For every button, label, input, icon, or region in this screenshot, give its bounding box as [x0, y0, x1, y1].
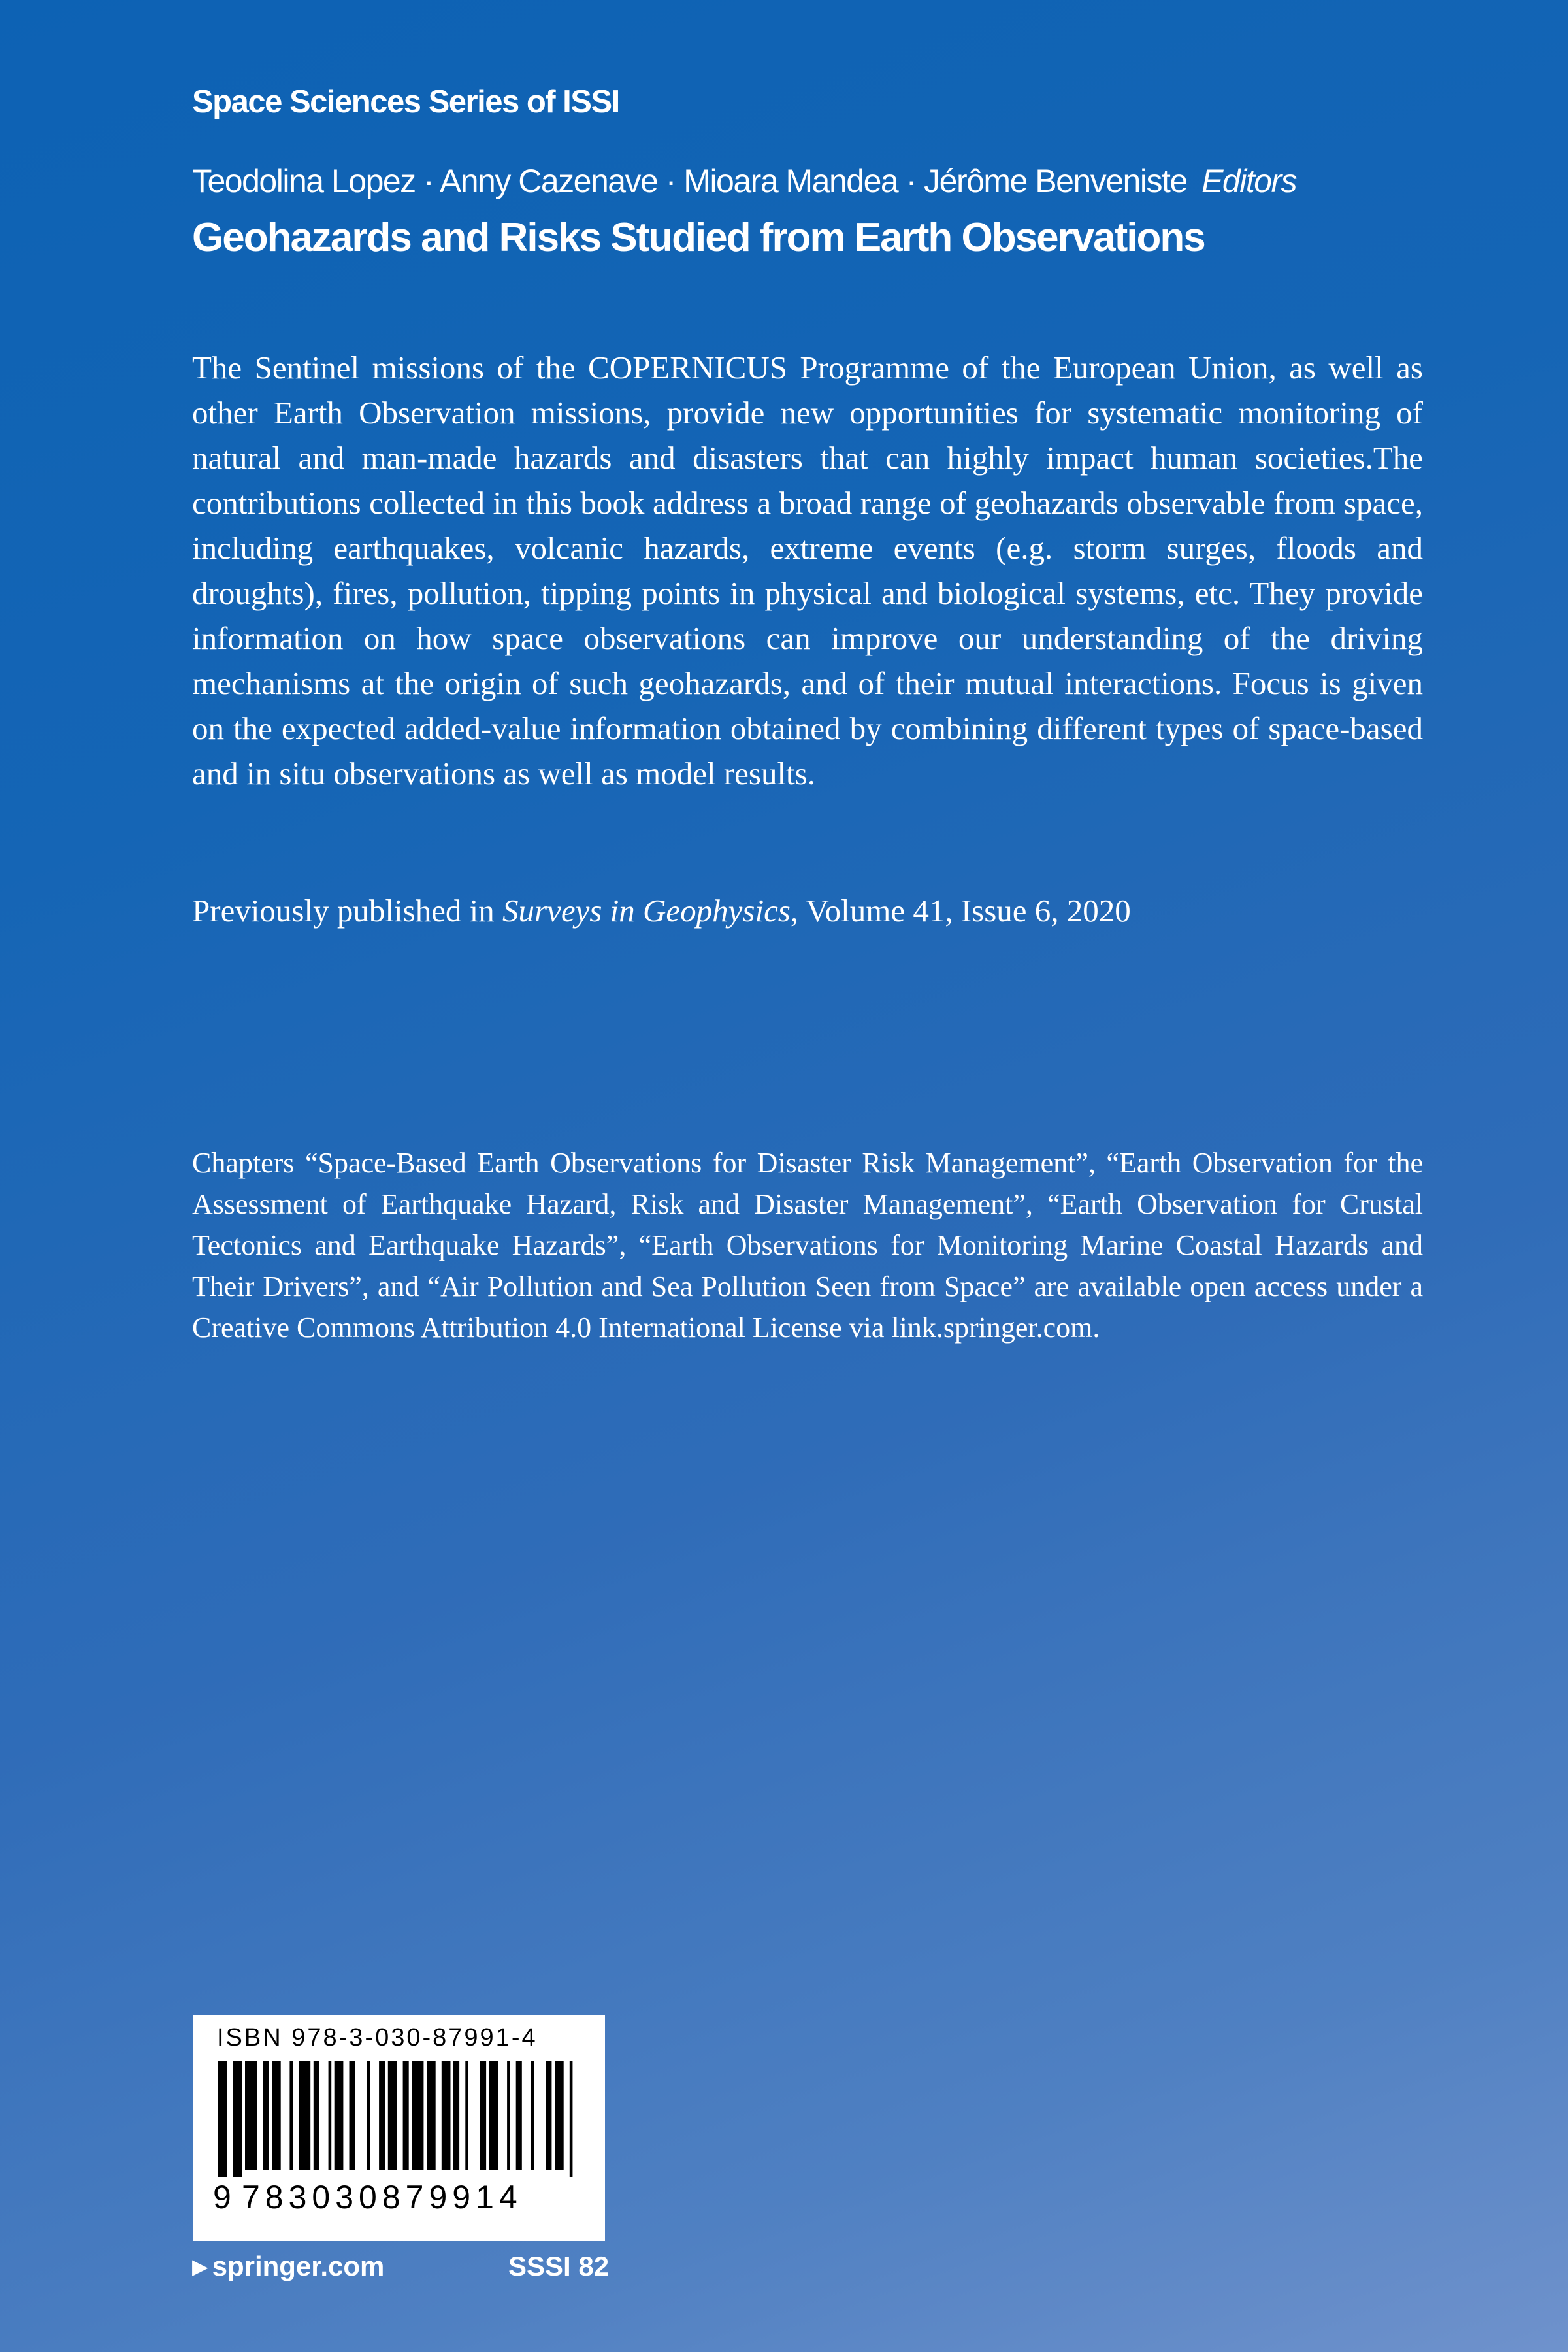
- open-access-note: Chapters “Space-Based Earth Observations for Disaster Risk Management”, “Earth Observation for the Assessment of Earthquake Hazard, Risk and Disaster Management”, “Earth Observation for Crustal Tectonics and Earthquake Hazards”, “Earth Observations for Monitoring Marine Coastal Hazards and Their Drivers”, and “Air Pollution and Sea Pollution Seen from Space” are available open access under a Creative Commons Attribution 4.0 International License via link.springer.com.: [192, 1147, 1423, 1344]
- barcode-digits: 783030879914: [242, 2179, 523, 2215]
- barcode-bar: [546, 2061, 551, 2170]
- publisher-label: springer.com: [212, 2251, 385, 2281]
- barcode-bar: [412, 2061, 423, 2170]
- barcode-bar: [379, 2061, 385, 2170]
- barcode-bar: [388, 2061, 397, 2170]
- barcode-bar: [442, 2061, 451, 2170]
- barcode-bar: [516, 2061, 522, 2170]
- barcode-bar: [427, 2061, 436, 2170]
- barcode-bar: [233, 2061, 242, 2177]
- barcode-bar: [489, 2061, 498, 2170]
- barcode-bars: [218, 2061, 581, 2177]
- barcode-bar: [289, 2061, 293, 2170]
- journal-name: Surveys in Geophysics: [502, 893, 791, 929]
- barcode-bar: [570, 2061, 573, 2177]
- barcode-bar: [299, 2061, 310, 2170]
- arrow-right-icon: ▶: [192, 2255, 208, 2278]
- book-description: The Sentinel missions of the COPERNICUS Programme of the European Union, as well as other Earth Observation missions, provide new opportunities for systematic monitoring of natural and man-made hazards and disasters that can highly impact human societies.The contributions collected in this book address a broad range of geohazards observable from space, including earthquakes, volcanic hazards, extreme events (e.g. storm surges, floods and droughts), fires, pollution, tipping points in physical and biological systems, etc. They provide information on how space observations can improve our understanding of the driving mechanisms at the origin of such geohazards, and of their mutual interactions. Focus is given on the expected added-value information obtained by combining different types of space-based and in situ observations as well as model results.: [192, 350, 1423, 791]
- isbn-barcode: [193, 2015, 605, 2241]
- previously-suffix: , Volume 41, Issue 6, 2020: [790, 893, 1131, 929]
- barcode-bar: [507, 2061, 510, 2170]
- barcode-bar: [403, 2061, 409, 2170]
- barcode-bar: [329, 2061, 332, 2170]
- barcode-bar: [531, 2061, 534, 2170]
- barcode-bar: [453, 2061, 459, 2170]
- publisher-link[interactable]: [192, 2251, 384, 2282]
- barcode-bar: [314, 2061, 319, 2170]
- isbn-label: ISBN 978-3-030-87991-4: [217, 2024, 538, 2051]
- previously-published-note: [192, 892, 1131, 929]
- barcode-bar: [480, 2061, 486, 2170]
- editor-names: Teodolina Lopez · Anny Cazenave · Mioara Mandea · Jérôme Benveniste: [192, 163, 1187, 199]
- barcode-bar: [465, 2061, 468, 2170]
- editors-line: [192, 162, 1296, 200]
- barcode-bar: [555, 2061, 564, 2170]
- barcode-bar: [218, 2061, 227, 2177]
- book-title: Geohazards and Risks Studied from Earth Observations: [192, 215, 1205, 260]
- editors-role: Editors: [1201, 163, 1297, 199]
- barcode-bar: [263, 2061, 269, 2170]
- previously-prefix: Previously published in: [192, 893, 503, 929]
- barcode-bar: [350, 2061, 355, 2170]
- barcode-bar: [335, 2061, 344, 2170]
- barcode-first-digit: 9: [213, 2179, 231, 2215]
- barcode-bar: [245, 2061, 257, 2170]
- barcode-bar: [367, 2061, 370, 2170]
- barcode-bar: [272, 2061, 281, 2170]
- series-volume: SSSI 82: [508, 2251, 610, 2281]
- series-name: Space Sciences Series of ISSI: [192, 84, 619, 120]
